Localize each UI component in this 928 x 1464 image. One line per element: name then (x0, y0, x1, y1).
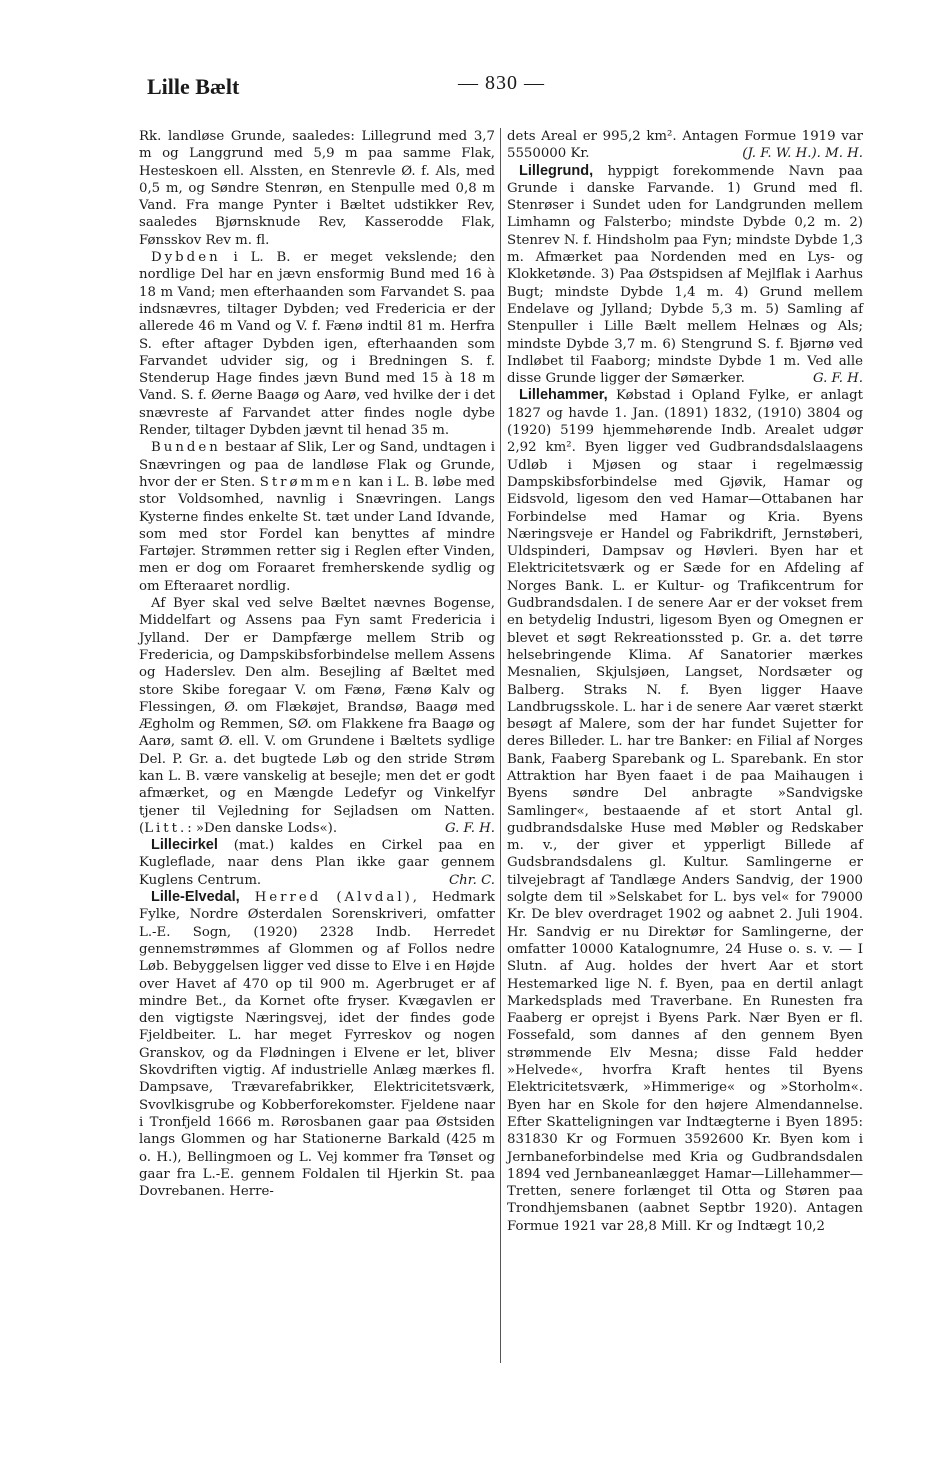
running-head-title: Lille Bælt (147, 74, 240, 99)
entry-lillegrund (507, 163, 863, 388)
entry-headword: Lillehammer, (519, 387, 608, 404)
paragraph-byer (139, 595, 495, 837)
author-signature: G. F. H. (812, 371, 863, 387)
entry-text: Hedmark Fylke, Nordre Østerdalen Sorenskriveri, omfatter L.-E. Sogn, (1920) 2328 Indb. Herredet gennemstrømmes af Glommen og af Follos nedre Løb. Bebyggelsen ligger ved disse to Elve i en Højde over Havet af 470 op til 900 m. Agerbruget er af mindre Bet., da Kornet ofte fryser. Kvægavlen er den vigtigste Næringsvej, idet der findes gode Fjeldbeiter. L. har meget Fyrreskov og nogen Granskov, og da Flødningen i Elvene er let, bliver Skovdriften vigtig. Af industrielle Anlæg mærkes fl. Dampsave, Trævarefabrikker, Elektricitetsværk, Svovlkisgrube og Kobberforekomster. Fjeldene naar i Tronfjeld 1666 m. Rørosbanen gaar paa Østsiden langs Glommen og har Stationerne Barkald (425 m o. H.), Bellingmoen og L. Vej kommer fra Tønset og gaar fra L.-E. gennem Foldalen til Hjerkin St. paa Dovrebanen. Herre- (139, 890, 495, 1200)
entry-headword: Lillecirkel (151, 837, 218, 854)
entry-lille-elvedal (139, 889, 495, 1200)
spaced-term: Bunden (151, 440, 221, 456)
paragraph-bunden (139, 439, 495, 595)
entry-text: (mat.) kaldes en Cirkel paa en Kugleflade, naar dens Plan ikke gaar gennem Kuglens Centrum. (139, 838, 495, 888)
spaced-term: Dybden (151, 250, 221, 266)
page-number: — 830 — (458, 72, 545, 94)
spaced-term: Strømmen (259, 474, 355, 490)
paragraph-text: i L. B. er meget vekslende; den nordlige Del har en jævn ensformig Bund med 16 à 18 m Vand; men efterhaanden som Farvandet S. paa indsnævres, tiltager Dybden; ved Fredericia er der allerede 46 m Vand og V. f. Fænø indtil 81 m. Herfra S. efter aftager Dybden igen, efterhaanden som Farvandet udvider sig, og i Bredningen S. f. Stenderup Hage findes jævn Bund med 15 à 18 m Vand. S. f. Øerne Baagø og Aarø, ved hvilke der i det snævreste af Farvandet atter findes nogle dybe Render, tiltager Dybden jævnt til henad 35 m. (139, 250, 495, 439)
column-divider (500, 128, 501, 1363)
entry-text: hyppigt forekommende Navn paa Grunde i danske Farvande. 1) Grund med fl. Stenrøser i Sundet uden for Landgrunden mellem Limhamn og Falsterbo; mindste Dybde 0,2 m. 2) Stenrev N. f. Hindsholm paa Fyn; mindste Dybde 1,3 m. Afmærket paa Nordenden med en Lys- og Klokketønde. 3) Paa Østspidsen af Mejlflak i Aarhus Bugt; mindste Dybde 1,4 m. 4) Grund mellem Endelave og Jylland; Dybde 5,3 m. 5) Samling af Stenpuller i Lille Bælt mellem Helnæs og Als; mindste Dybde 3,7 m. 6) Stengrund S. f. Bjørnø ved Indløbet til Faaborg; mindste Dybde 1 m. Ved alle disse Grunde ligger der Sømærker. (507, 163, 863, 387)
spaced-term: Litt. (144, 820, 188, 836)
paragraph-dybden (139, 249, 495, 439)
paragraph-text: bestaar af Slik, Ler og Sand, undtagen i Snævringen og paa de landløse Flak og Grunde, hvor der er Sten. (139, 440, 495, 490)
author-signature: Chr. C. (448, 872, 495, 888)
paragraph-grunde: Rk. landløse Grunde, saaledes: Lillegrund med 3,7 m og Langgrund med 5,9 m paa samme Flak, Hesteskoen ell. Alssten, en Stenrevle Ø. f. Als, med 0,5 m, og Søndre Stenrøn, en Stenpulle med 0,8 m Vand. Fra mange Pynter i Bæltet udstikker Rev, saaledes Bjørnsknude Rev, Kasserodde Flak, Fønsskov Rev m. fl. (139, 129, 495, 248)
paragraph-text: dets Areal er 995,2 km². Antagen Formue 1919 var 5550000 Kr. (507, 129, 863, 162)
right-column (507, 128, 863, 1235)
paragraph-areal (507, 128, 863, 163)
author-signature: (J. F. W. H.). M. H. (742, 146, 863, 162)
entry-headword: Lille-Elvedal, (151, 889, 240, 906)
entry-lillehammer (507, 387, 863, 1235)
entry-text: Købstad i Opland Fylke, er anlagt 1827 og havde 1. Jan. (1891) 1832, (1910) 3804 og (1920) 5199 hjemmehørende Indb. Arealet udgør 2,92 km². Byen ligger ved Gudbrandsdalslaagens Udløb i Mjøsen og staar i regelmæssig Dampskibsforbindelse med Gjøvik, Hamar og Eidsvold, ligesom den ved Hamar—Ottabanen har Forbindelse med Hamar og Kria. Byens Næringsveje er Handel og Fabrikdrift, Jernstøberi, Uldspinderi, Dampsav og Høvleri. Byen har et Elektricitetsværk og er Sæde for en Afdeling af Norges Bank. L. er Kultur- og Trafikcentrum for Gudbrandsdalen. I de senere Aar er der vokset frem en betydelig Industri, ligesom Byen og Omegnen er blevet et søgt Rekreationssted p. Gr. a. det tørre helsebringende Klima. Af Sanatorier mærkes Mesnalien, Skjulsjøen, Langset, Nordsæter og Balberg. Straks N. f. Byen ligger Haave Landbrugsskole. L. har i de senere Aar været stærkt besøgt af Malere, som der har fundet Sujetter for deres Billeder. L. har tre Banker: en Filial af Norges Bank, Faaberg Sparebank og L. Sparebank. En stor Attraktion har Byen faaet i de paa Maihaugen i Byens søndre Del anbragte »Sandvigske Samlinger«, bestaaende af et stort Antal gl. gudbrandsdalske Huse med Møbler og Redskaber m. v., der giver et ypperligt Billede af Gudsbrandsdalens gl. Kultur. Samlingerne er tilvejebragt af Tandlæge Anders Sandvig, der 1900 solgte dem til »Selskabet for L. bys vel« for 79000 Kr. De blev overdraget 1902 og aabnet 2. Juli 1904. Hr. Sandvig er nu Direktør for Samlingerne, der omfatter 10000 Katalognumre, 24 Huse o. s. v. — I Slutn. af Aug. holdes der hvert Aar et stort Hestemarked lige N. f. Byen, paa en dertil anlagt Markedsplads med Traverbane. En Runesten fra Faaberg er oprejst i Byens Park. Nær Byen er fl. Fossefald, som dannes af den gennem Byen strømmende Elv Mesna; disse Fald hedder »Helvede«, hvorfra Kraft hentes til Byens Elektricitetsværk, »Himmerige« og »Storholm«. Byen har en Skole for den højere Almendannelse. Efter Skatteligningen var Indtægterne i Byen 1895: 831830 Kr og Formuen 3592600 Kr. Byen kom i Jernbaneforbindelse med Kria og Gudbrandsdalen 1894 ved Jernbaneanlægget Hamar—Lillehammer—Tretten, senere forlænget til Otta og Støren paa Trondhjemsbanen (aabnet Septbr 1920). Antagen Formue 1921 var 28,8 Mill. Kr og Indtægt 10,2 (507, 388, 863, 1234)
paragraph-text: kan i L. B. løbe med stor Voldsomhed, navnlig i Snævringen. Langs Kysterne findes enkelte St. tæt under Land Idvande, som med stor Fordel kan benyttes af mindre Fartøjer. Strømmen retter sig i Reglen efter Vinden, men er dog om Foraaret fremherskende sydlig og om Efteraaret nordlig. (139, 474, 495, 594)
left-column (139, 128, 495, 1200)
author-signature: G. F. H. (444, 820, 495, 836)
paragraph-text: : »Den danske Lods«). (187, 820, 338, 836)
spaced-term: Herred (Alvdal), (239, 890, 420, 906)
paragraph-text: Af Byer skal ved selve Bæltet nævnes Bogense, Middelfart og Assens paa Fyn samt Fredericia i Jylland. Der er Dampfærge mellem Strib og Fredericia, og Dampskibsforbindelse mellem Assens og Haderslev. Den alm. Besejling af Bæltet med store Skibe foregaar V. om Fænø, Fænø Kalv og Flessingen, Ø. om Flækøjet, Brandsø, Baagø med Ægholm og Remmen, SØ. om Flakkene fra Baagø og Aarø, samt Ø. ell. V. om Grundene i Bæltets sydlige Del. P. Gr. a. det bugtede Løb og den stride Strøm kan L. B. være vanskelig at besejle; men det er godt afmærket, og en Mængde Ledefyr og Vinkelfyr tjener til Vejledning for Sejladsen om Natten. ( (139, 596, 495, 836)
entry-headword: Lillegrund, (519, 162, 594, 179)
entry-lillecirkel (139, 837, 495, 889)
